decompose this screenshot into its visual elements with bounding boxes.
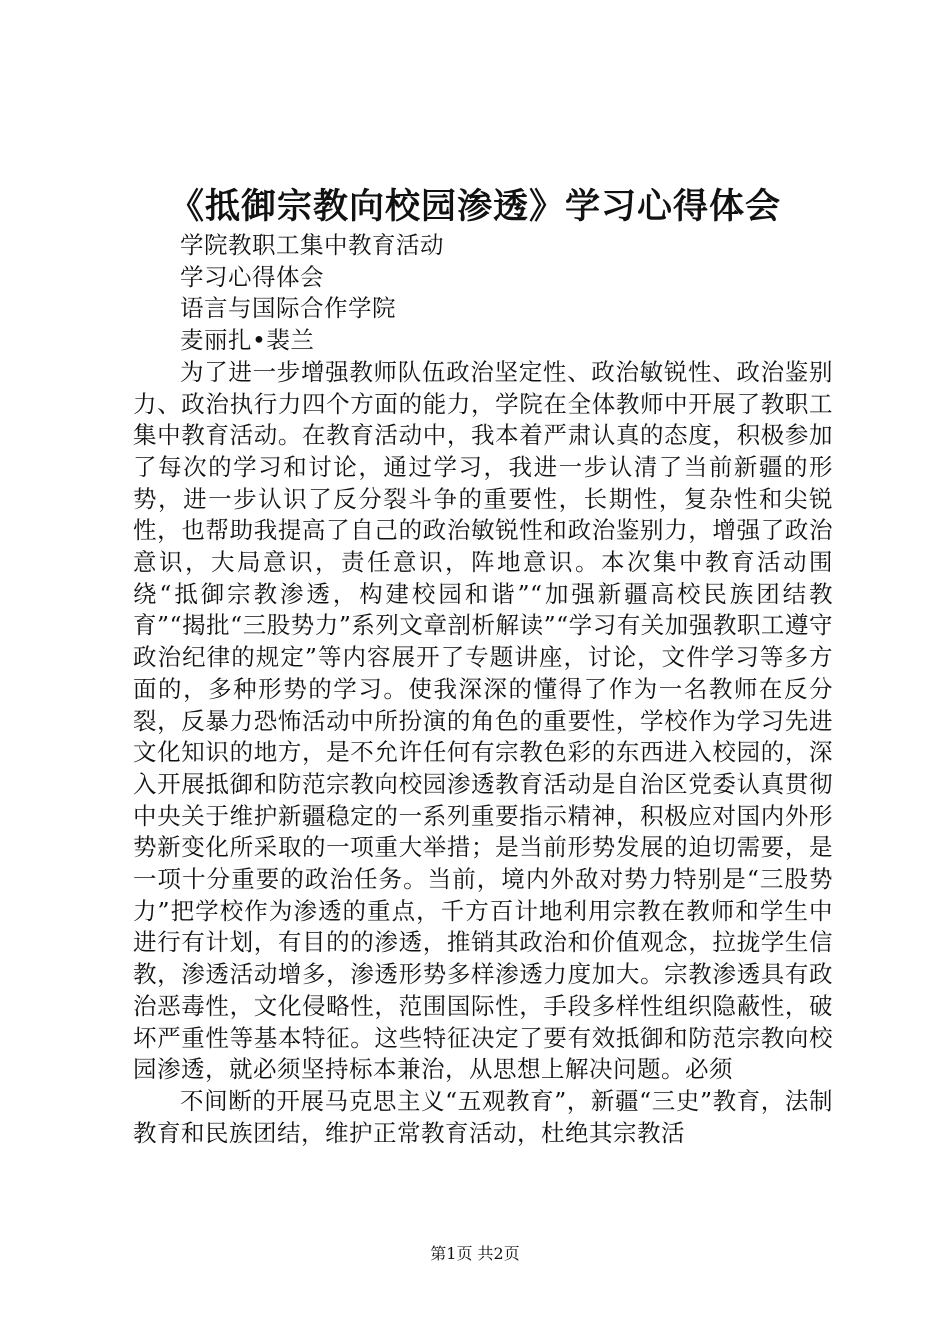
meta-line-activity: 学院教职工集中教育活动 (180, 231, 444, 259)
meta-line-subtitle: 学习心得体会 (180, 262, 324, 291)
document-body (133, 230, 833, 1149)
body-paragraph-1: 为了进一步增强教师队伍政治坚定性、政治敏锐性、政治鉴别力、政治执行力四个方面的能力，学院在全体教师中开展了教职工集中教育活动。在教育活动中，我本着严肃认真的态度，积极参加了每次的学习和讨论，通过学习，我进一步认清了当前新疆的形势，进一步认识了反分裂斗争的重要性，长期性，复杂性和尖锐性，也帮助我提高了自己的政治敏锐性和政治鉴别力，增强了政治意识，大局意识，责任意识，阵地意识。本次集中教育活动围绕“抵御宗教渗透，构建校园和谐”“加强新疆高校民族团结教育”“揭批“三股势力”系列文章剖析解读”“学习有关加强教职工遵守政治纪律的规定”等内容展开了专题讲座，讨论，文件学习等多方面的，多种形势的学习。使我深深的懂得了作为一名教师在反分裂，反暴力恐怖活动中所扮演的角色的重要性，学校作为学习先进文化知识的地方，是不允许任何有宗教色彩的东西进入校园的，深入开展抵御和防范宗教向校园渗透教育活动是自治区党委认真贯彻中央关于维护新疆稳定的一系列重要指示精神，积极应对国内外形势新变化所采取的一项重大举措；是当前形势发展的迫切需要，是一项十分重要的政治任务。当前，境内外敌对势力特别是“三股势力”把学校作为渗透的重点，千方百计地利用宗教在教师和学生中进行有计划，有目的的渗透，推销其政治和价值观念，拉拢学生信教，渗透活动增多，渗透形势多样渗透力度加大。宗教渗透具有政治恶毒性，文化侵略性，范围国际性，手段多样性组织隐蔽性，破坏严重性等基本特征。这些特征决定了要有效抵御和防范宗教向校园渗透，就必须坚持标本兼治，从思想上解决问题。必须 (133, 357, 833, 1084)
body-paragraph-2: 不间断的开展马克思主义“五观教育”，新疆“三史”教育，法制教育和民族团结，维护正常教育活动，杜绝其宗教活 (133, 1086, 833, 1147)
meta-line-department: 语言与国际合作学院 (180, 294, 396, 323)
document-title: 《抵御宗教向校园渗透》学习心得体会 (168, 186, 781, 227)
meta-line-author: 麦丽扎•裴兰 (180, 326, 315, 355)
page-number-footer: 第1页 共2页 (430, 1244, 520, 1263)
